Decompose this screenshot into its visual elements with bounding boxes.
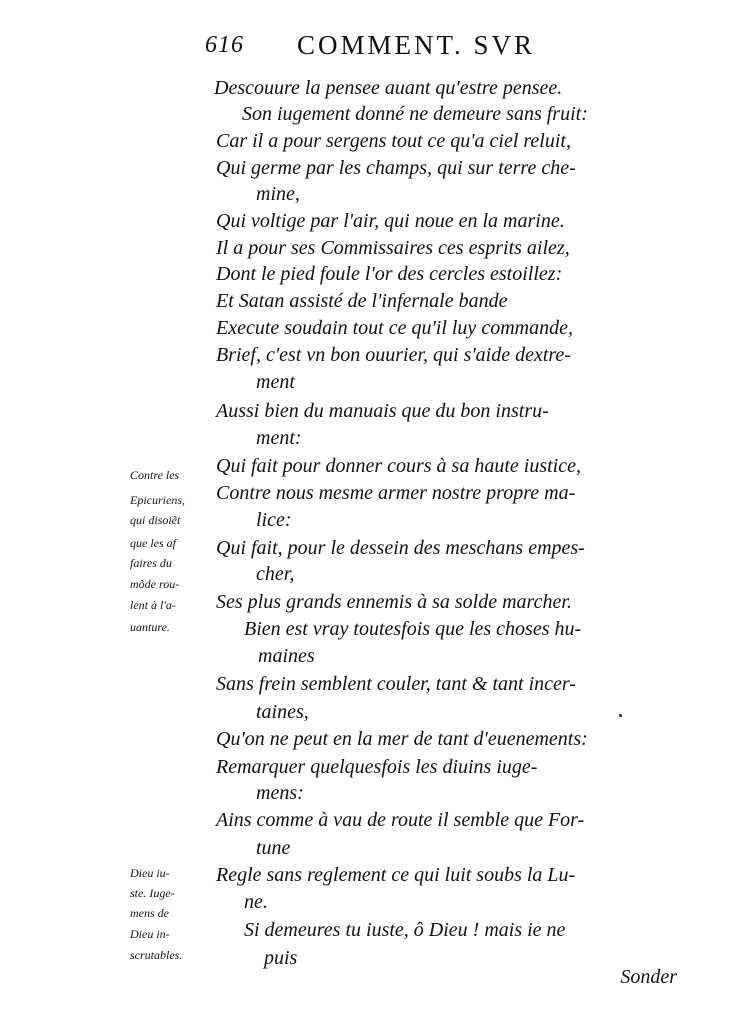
verse-line: Qui voltige par l'air, qui noue en la marine. <box>216 210 565 232</box>
marginal-note: faires du <box>130 556 172 570</box>
verse-line: Bien est vray toutesfois que les choses hu- <box>244 618 582 640</box>
verse-line: taines, <box>256 701 309 723</box>
verse-line: Remarquer quelquesfois les diuins iuge- <box>216 756 538 778</box>
verse-line: Il a pour ses Commissaires ces esprits ailez, <box>216 237 570 259</box>
verse-line: cher, <box>256 563 295 585</box>
verse-line: puis <box>264 947 298 969</box>
marginal-note: mõde rou- <box>130 577 180 591</box>
verse-line: Qui fait, pour le dessein des meschans empes- <box>216 537 585 559</box>
marginal-note: uanture. <box>130 620 170 634</box>
running-head: COMMENT. SVR <box>297 30 536 60</box>
verse-line: Qui fait pour donner cours à sa haute iustice, <box>216 455 581 477</box>
verse-line: Sans frein semblent couler, tant & tant incer- <box>216 673 576 695</box>
verse-line: Ains comme à vau de route il semble que For- <box>216 809 585 831</box>
verse-line: Si demeures tu iuste, ô Dieu ! mais ie ne <box>244 919 566 941</box>
catchword: Sonder <box>620 966 677 988</box>
verse-line: Dont le pied foule l'or des cercles estoillez: <box>216 263 563 285</box>
marginal-note: Dieu in- <box>130 927 170 941</box>
marginal-note: Dieu iu- <box>130 866 170 880</box>
verse-line: Ses plus grands ennemis à sa solde marcher. <box>216 591 572 613</box>
marginal-note: Contre les <box>130 468 180 482</box>
verse-line: ne. <box>244 891 268 913</box>
marginal-note: que les af <box>130 536 176 550</box>
verse-line: lice: <box>256 509 292 531</box>
page-number: 616 <box>205 32 244 58</box>
verse-line: mine, <box>256 183 300 205</box>
verse-line: tune <box>256 837 291 859</box>
verse-line: Qui germe par les champs, qui sur terre che- <box>216 157 576 179</box>
verse-line: Qu'on ne peut en la mer de tant d'euenements: <box>216 728 588 750</box>
verse-line: Aussi bien du manuais que du bon instru- <box>216 400 549 422</box>
verse-line: Car il a pour sergens tout ce qu'a ciel reluit, <box>216 130 571 152</box>
verse-line: Et Satan assisté de l'infernale bande <box>216 290 508 312</box>
verse-line: mens: <box>256 782 304 804</box>
verse-line: ment: <box>256 427 302 449</box>
verse-line: Contre nous mesme armer nostre propre ma- <box>216 482 576 504</box>
marginal-note: scrutables. <box>130 948 183 962</box>
marginal-note: ste. Iuge- <box>130 886 175 900</box>
verse-line: Descouure la pensee auant qu'estre pensee. <box>214 77 563 99</box>
ink-speck <box>619 714 622 717</box>
verse-line: Brief, c'est vn bon ouurier, qui s'aide dextre- <box>216 344 571 366</box>
verse-line: Execute soudain tout ce qu'il luy commande, <box>216 317 573 339</box>
page-header <box>205 30 625 66</box>
verse-line: ment <box>256 371 295 393</box>
marginal-note: Epicuriens, <box>130 493 185 507</box>
verse-line: maines <box>258 645 315 667</box>
marginal-note: lent à l'a- <box>130 598 176 612</box>
marginal-note: mens de <box>130 906 169 920</box>
verse-line: Regle sans reglement ce qui luit soubs la Lu- <box>216 864 576 886</box>
marginal-note: qui disoiẽt <box>130 513 181 527</box>
verse-line: Son iugement donné ne demeure sans fruit: <box>242 103 588 125</box>
